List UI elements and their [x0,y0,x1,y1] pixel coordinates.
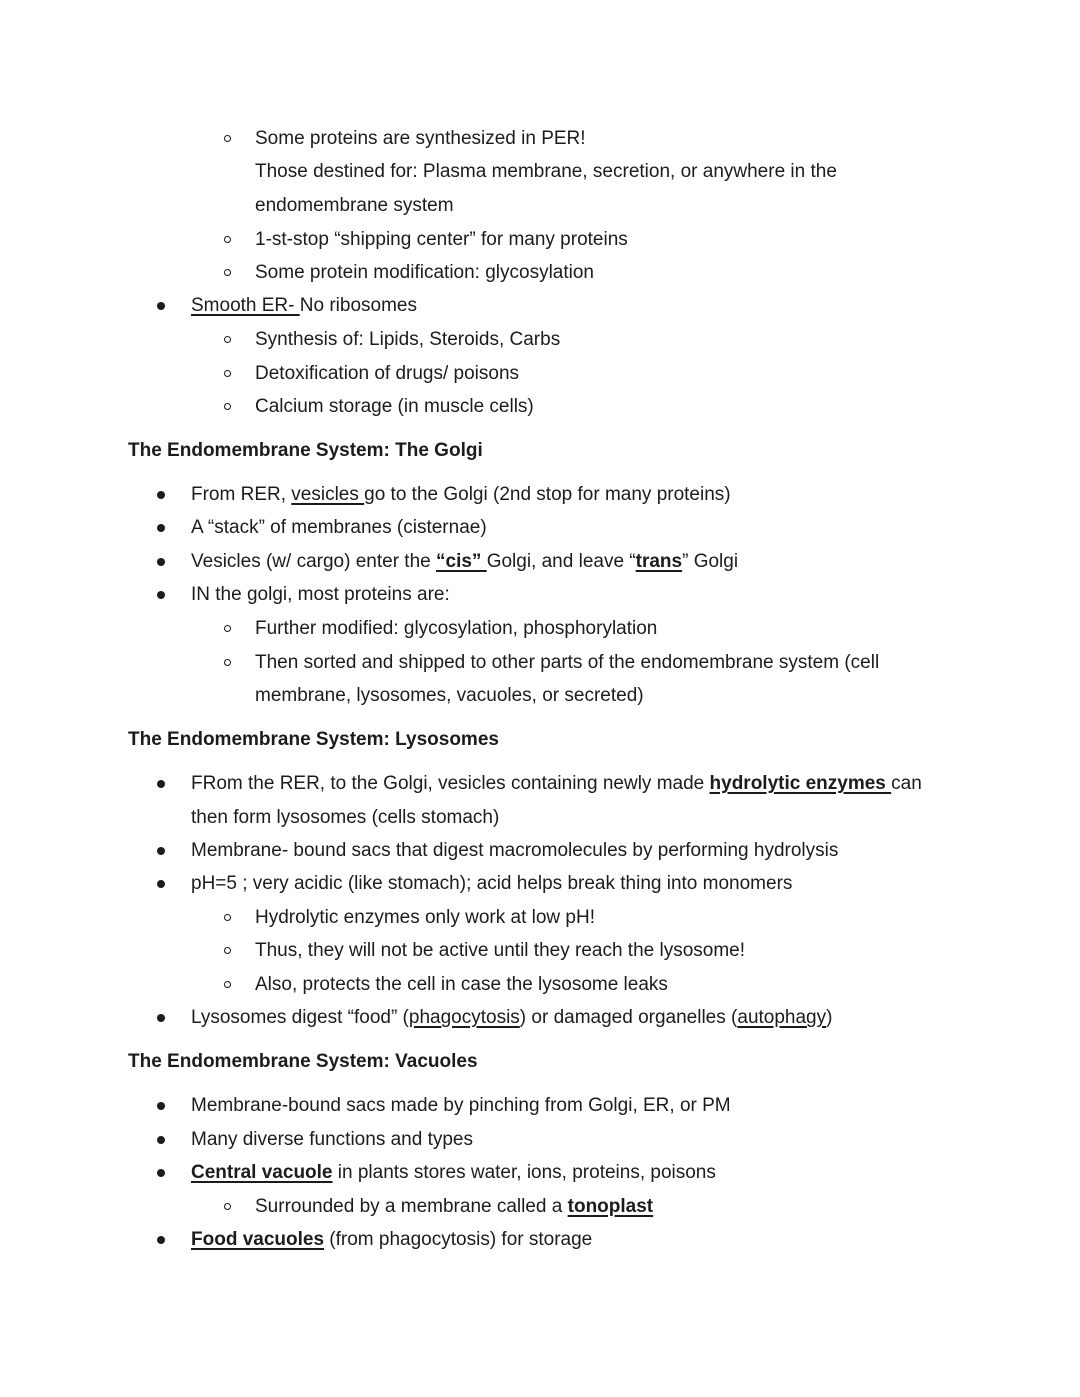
bullet-icon [157,880,165,888]
list-item: A “stack” of membranes (cisternae) [191,517,487,538]
list-item: Detoxification of drugs/ poisons [255,363,520,384]
term-hydrolytic-enzymes: hydrolytic enzymes [709,773,892,794]
section-heading-golgi: The Endomembrane System: The Golgi [128,440,483,461]
list-item: Membrane- bound sacs that digest macromolecules by performing hydrolysis [191,840,839,861]
term-central-vacuole: Central vacuole [191,1162,333,1183]
text: go to the Golgi (2nd stop for many proteins) [364,484,731,505]
hollow-bullet-icon [224,1203,231,1210]
bullet-icon [157,1169,165,1177]
hollow-bullet-icon [224,135,231,142]
list-item: Some protein modification: glycosylation [255,262,595,283]
text: Surrounded by a membrane called a [255,1196,568,1217]
text: FRom the RER, to the Golgi, vesicles containing newly made [191,773,710,794]
list-item: Also, protects the cell in case the lysosome leaks [255,974,668,995]
hollow-bullet-icon [224,403,231,410]
bullet-icon [157,558,165,566]
text: ) [826,1007,833,1028]
text: Lysosomes digest “food” ( [191,1007,409,1028]
term-smooth-er: Smooth ER- [191,295,300,316]
text: From RER, [191,484,292,505]
list-item: Synthesis of: Lipids, Steroids, Carbs [255,329,561,350]
list-item [191,772,922,796]
list-item: Thus, they will not be active until they reach the lysosome! [255,940,746,961]
term-vesicles: vesicles [291,484,365,505]
list-item [191,294,417,318]
section-heading-lysosomes: The Endomembrane System: Lysosomes [128,729,499,750]
bullet-icon [157,491,165,499]
text: Vesicles (w/ cargo) enter the [191,551,436,572]
list-item: Hydrolytic enzymes only work at low pH! [255,907,595,928]
hollow-bullet-icon [224,947,231,954]
term-trans: trans [635,551,683,572]
hollow-bullet-icon [224,659,231,666]
hollow-bullet-icon [224,981,231,988]
list-item: pH=5 ; very acidic (like stomach); acid helps break thing into monomers [191,873,793,894]
text: (from phagocytosis) for storage [324,1229,593,1250]
bullet-icon [157,524,165,532]
list-item-continuation: membrane, lysosomes, vacuoles, or secreted) [255,685,644,706]
bullet-icon [157,847,165,855]
hollow-bullet-icon [224,370,231,377]
text: No ribosomes [299,295,417,316]
text: in plants stores water, ions, proteins, poisons [332,1162,716,1183]
text: ” Golgi [682,551,739,572]
list-item: Further modified: glycosylation, phosphorylation [255,618,658,639]
text: can [891,773,922,794]
list-item: IN the golgi, most proteins are: [191,584,450,605]
hollow-bullet-icon [224,236,231,243]
text: Golgi, and leave “ [486,551,636,572]
list-item-continuation: endomembrane system [255,195,454,216]
term-food-vacuoles: Food vacuoles [191,1229,325,1250]
hollow-bullet-icon [224,269,231,276]
bullet-icon [157,591,165,599]
list-item: Then sorted and shipped to other parts of the endomembrane system (cell [255,652,880,673]
list-item [191,550,738,574]
bullet-icon [157,1014,165,1022]
bullet-icon [157,1136,165,1144]
text: ) or damaged organelles ( [519,1007,738,1028]
bullet-icon [157,780,165,788]
list-item: 1-st-stop “shipping center” for many proteins [255,229,628,250]
list-item: Membrane-bound sacs made by pinching from Golgi, ER, or PM [191,1095,731,1116]
list-item: Calcium storage (in muscle cells) [255,396,534,417]
list-item: Many diverse functions and types [191,1129,473,1150]
list-item [191,483,731,507]
term-tonoplast: tonoplast [567,1196,654,1217]
list-item [255,1195,653,1219]
bullet-icon [157,1102,165,1110]
term-autophagy: autophagy [737,1007,827,1028]
hollow-bullet-icon [224,625,231,632]
bullet-icon [157,1236,165,1244]
bullet-icon [157,302,165,310]
term-cis: “cis” [436,551,487,572]
list-item-continuation: then form lysosomes (cells stomach) [191,807,500,828]
list-item [191,1006,832,1030]
hollow-bullet-icon [224,336,231,343]
term-phagocytosis: phagocytosis [408,1007,520,1028]
section-heading-vacuoles: The Endomembrane System: Vacuoles [128,1051,478,1072]
list-item: Some proteins are synthesized in PER! [255,128,586,149]
list-item [191,1228,592,1252]
list-item-continuation: Those destined for: Plasma membrane, secretion, or anywhere in the [255,161,837,182]
hollow-bullet-icon [224,914,231,921]
list-item [191,1161,716,1185]
